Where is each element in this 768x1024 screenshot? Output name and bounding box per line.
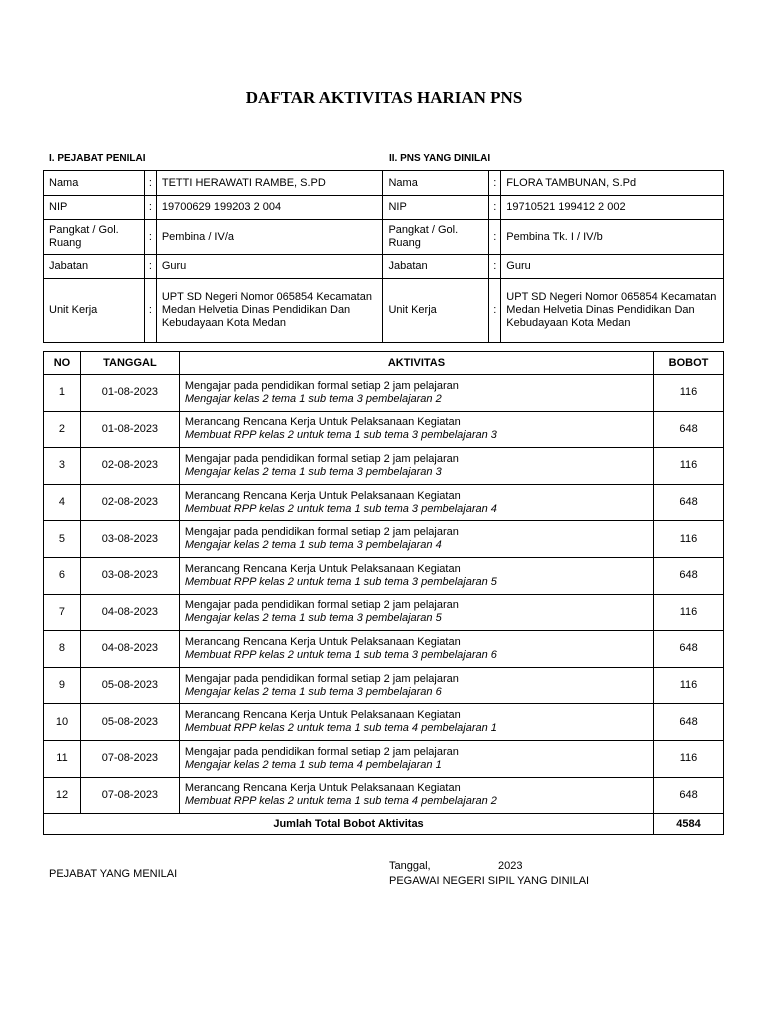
activity-row: [44, 557, 724, 594]
row-bobot: 116: [654, 667, 724, 704]
row-aktivitas: [179, 631, 653, 668]
header-aktivitas: AKTIVITAS: [179, 352, 653, 375]
activity-table: [43, 351, 724, 835]
aktivitas-detail: Membuat RPP kelas 2 untuk tema 1 sub tema 3 pembelajaran 4: [184, 502, 497, 515]
total-label: Jumlah Total Bobot Aktivitas: [44, 814, 654, 835]
aktivitas-detail: Mengajar kelas 2 tema 1 sub tema 3 pembelajaran 4: [184, 539, 442, 552]
aktivitas-title: Mengajar pada pendidikan formal setiap 2 jam pelajaran: [184, 672, 459, 685]
aktivitas-detail: Membuat RPP kelas 2 untuk tema 1 sub tema 3 pembelajaran 3: [184, 429, 497, 442]
penilai-pangkat: Pembina / IV/a: [156, 220, 383, 255]
row-bobot: 116: [654, 521, 724, 558]
row-no: 6: [44, 557, 81, 594]
aktivitas-title: Merancang Rencana Kerja Untuk Pelaksanaan Kegiatan: [184, 489, 461, 502]
header-tanggal: TANGGAL: [80, 352, 179, 375]
penilai-unit-kerja: UPT SD Negeri Nomor 065854 Kecamatan Medan Helvetia Dinas Pendidikan Dan Kebudayaan Kota Medan: [156, 279, 383, 343]
penilai-jabatan: Guru: [156, 255, 383, 279]
row-aktivitas: [179, 594, 653, 631]
footer-pejabat-menilai: PEJABAT YANG MENILAI: [49, 868, 178, 880]
colon: :: [489, 196, 501, 220]
row-no: 4: [44, 484, 81, 521]
row-no: 10: [44, 704, 81, 741]
colon: :: [489, 171, 501, 196]
dinilai-nip: 19710521 199412 2 002: [501, 196, 724, 220]
aktivitas-title: Merancang Rencana Kerja Untuk Pelaksanaan Kegiatan: [184, 562, 461, 575]
aktivitas-detail: Mengajar kelas 2 tema 1 sub tema 3 pembelajaran 2: [184, 392, 442, 405]
row-aktivitas: [179, 704, 653, 741]
activity-row: [44, 667, 724, 704]
colon: :: [489, 255, 501, 279]
aktivitas-detail: Membuat RPP kelas 2 untuk tema 1 sub tema 4 pembelajaran 2: [184, 795, 497, 808]
row-no: 3: [44, 448, 81, 485]
row-bobot: 648: [654, 484, 724, 521]
aktivitas-detail: Membuat RPP kelas 2 untuk tema 1 sub tema 3 pembelajaran 6: [184, 648, 497, 661]
page-title: DAFTAR AKTIVITAS HARIAN PNS: [245, 88, 523, 107]
total-row: [44, 814, 724, 835]
label-unit-kerja: Unit Kerja: [383, 279, 489, 343]
label-jabatan: Jabatan: [44, 255, 145, 279]
dinilai-pangkat: Pembina Tk. I / IV/b: [501, 220, 724, 255]
row-bobot: 116: [654, 448, 724, 485]
row-aktivitas: [179, 777, 653, 814]
activity-row: [44, 484, 724, 521]
label-nip: NIP: [44, 196, 145, 220]
activity-row: [44, 594, 724, 631]
row-no: 7: [44, 594, 81, 631]
aktivitas-title: Merancang Rencana Kerja Untuk Pelaksanaan Kegiatan: [184, 782, 461, 795]
row-aktivitas: [179, 411, 653, 448]
row-tanggal: 03-08-2023: [80, 557, 179, 594]
colon: :: [489, 279, 501, 343]
section-pns-dinilai: II. PNS YANG DINILAI: [389, 153, 491, 164]
label-pangkat: Pangkat / Gol. Ruang: [44, 220, 145, 255]
label-unit-kerja: Unit Kerja: [44, 279, 145, 343]
activity-row: [44, 411, 724, 448]
row-bobot: 648: [654, 557, 724, 594]
dinilai-nama: FLORA TAMBUNAN, S.Pd: [501, 171, 724, 196]
row-aktivitas: [179, 667, 653, 704]
label-pangkat: Pangkat / Gol. Ruang: [383, 220, 489, 255]
row-aktivitas: [179, 375, 653, 412]
identity-table: [43, 170, 724, 343]
aktivitas-detail: Mengajar kelas 2 tema 1 sub tema 3 pembelajaran 3: [184, 465, 442, 478]
row-bobot: 648: [654, 631, 724, 668]
aktivitas-title: Mengajar pada pendidikan formal setiap 2 jam pelajaran: [184, 599, 459, 612]
section-pejabat-penilai: I. PEJABAT PENILAI: [49, 153, 146, 164]
colon: :: [144, 220, 156, 255]
activity-row: [44, 521, 724, 558]
row-aktivitas: [179, 557, 653, 594]
label-nip: NIP: [383, 196, 489, 220]
row-no: 11: [44, 740, 81, 777]
row-aktivitas: [179, 740, 653, 777]
footer-tanggal-label: Tanggal,: [389, 860, 431, 872]
row-tanggal: 05-08-2023: [80, 704, 179, 741]
aktivitas-title: Mengajar pada pendidikan formal setiap 2 jam pelajaran: [184, 745, 459, 758]
row-jabatan: [44, 255, 724, 279]
activity-row: [44, 448, 724, 485]
colon: :: [144, 279, 156, 343]
total-value: 4584: [654, 814, 724, 835]
row-tanggal: 01-08-2023: [80, 375, 179, 412]
row-tanggal: 02-08-2023: [80, 448, 179, 485]
activity-header-row: [44, 352, 724, 375]
row-no: 8: [44, 631, 81, 668]
label-jabatan: Jabatan: [383, 255, 489, 279]
footer-pns-dinilai: PEGAWAI NEGERI SIPIL YANG DINILAI: [389, 875, 590, 887]
row-bobot: 116: [654, 375, 724, 412]
aktivitas-title: Merancang Rencana Kerja Untuk Pelaksanaan Kegiatan: [184, 635, 461, 648]
row-tanggal: 01-08-2023: [80, 411, 179, 448]
row-bobot: 116: [654, 594, 724, 631]
aktivitas-title: Mengajar pada pendidikan formal setiap 2 jam pelajaran: [184, 452, 459, 465]
row-unit-kerja: [44, 279, 724, 343]
row-aktivitas: [179, 484, 653, 521]
row-no: 12: [44, 777, 81, 814]
aktivitas-title: Merancang Rencana Kerja Untuk Pelaksanaan Kegiatan: [184, 709, 461, 722]
row-bobot: 648: [654, 777, 724, 814]
row-tanggal: 05-08-2023: [80, 667, 179, 704]
header-bobot: BOBOT: [654, 352, 724, 375]
row-tanggal: 04-08-2023: [80, 594, 179, 631]
footer-year: 2023: [498, 860, 523, 872]
header-no: NO: [44, 352, 81, 375]
activity-row: [44, 631, 724, 668]
aktivitas-detail: Membuat RPP kelas 2 untuk tema 1 sub tema 3 pembelajaran 5: [184, 575, 497, 588]
row-tanggal: 07-08-2023: [80, 777, 179, 814]
row-tanggal: 03-08-2023: [80, 521, 179, 558]
colon: :: [144, 196, 156, 220]
row-bobot: 648: [654, 411, 724, 448]
aktivitas-detail: Mengajar kelas 2 tema 1 sub tema 3 pembelajaran 6: [184, 685, 442, 698]
activity-row: [44, 777, 724, 814]
aktivitas-detail: Mengajar kelas 2 tema 1 sub tema 4 pembelajaran 1: [184, 758, 442, 771]
row-no: 5: [44, 521, 81, 558]
aktivitas-detail: Mengajar kelas 2 tema 1 sub tema 3 pembelajaran 5: [184, 612, 442, 625]
dinilai-unit-kerja: UPT SD Negeri Nomor 065854 Kecamatan Medan Helvetia Dinas Pendidikan Dan Kebudayaan Kota Medan: [501, 279, 724, 343]
label-nama: Nama: [383, 171, 489, 196]
row-no: 9: [44, 667, 81, 704]
row-tanggal: 02-08-2023: [80, 484, 179, 521]
colon: :: [144, 255, 156, 279]
row-aktivitas: [179, 521, 653, 558]
dinilai-jabatan: Guru: [501, 255, 724, 279]
row-no: 1: [44, 375, 81, 412]
row-bobot: 648: [654, 704, 724, 741]
activity-row: [44, 740, 724, 777]
activity-row: [44, 375, 724, 412]
row-no: 2: [44, 411, 81, 448]
row-tanggal: 04-08-2023: [80, 631, 179, 668]
row-nama: [44, 171, 724, 196]
aktivitas-title: Mengajar pada pendidikan formal setiap 2 jam pelajaran: [184, 379, 459, 392]
colon: :: [144, 171, 156, 196]
label-nama: Nama: [44, 171, 145, 196]
aktivitas-title: Mengajar pada pendidikan formal setiap 2 jam pelajaran: [184, 526, 459, 539]
row-bobot: 116: [654, 740, 724, 777]
penilai-nip: 19700629 199203 2 004: [156, 196, 383, 220]
row-nip: [44, 196, 724, 220]
penilai-nama: TETTI HERAWATI RAMBE, S.PD: [156, 171, 383, 196]
activity-row: [44, 704, 724, 741]
row-tanggal: 07-08-2023: [80, 740, 179, 777]
aktivitas-title: Merancang Rencana Kerja Untuk Pelaksanaan Kegiatan: [184, 416, 461, 429]
aktivitas-detail: Membuat RPP kelas 2 untuk tema 1 sub tema 4 pembelajaran 1: [184, 722, 497, 735]
row-pangkat: [44, 220, 724, 255]
colon: :: [489, 220, 501, 255]
row-aktivitas: [179, 448, 653, 485]
